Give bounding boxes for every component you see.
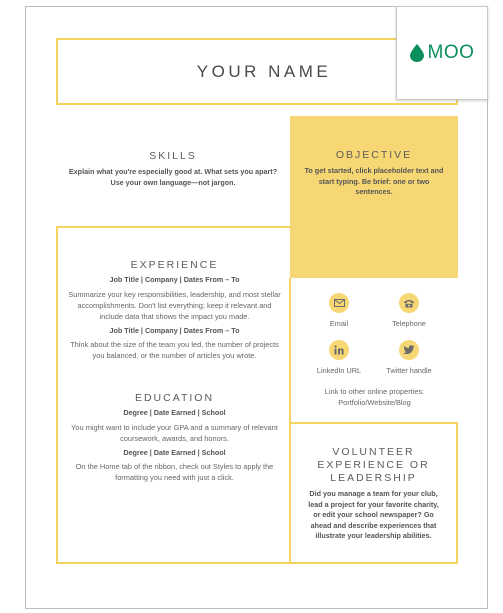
skills-title: SKILLS bbox=[149, 150, 197, 162]
telephone-icon bbox=[399, 293, 419, 313]
degree-heading[interactable]: Degree | Date Earned | School bbox=[123, 408, 226, 417]
skills-text[interactable]: Explain what you're especially good at. What sets you apart? Use your own language—not jargon. bbox=[68, 167, 278, 187]
email-label: Email bbox=[329, 319, 349, 328]
contact-telephone[interactable] bbox=[369, 293, 449, 328]
education-title: EDUCATION bbox=[134, 392, 215, 404]
job-heading[interactable]: Job Title | Company | Dates From – To bbox=[109, 275, 240, 284]
contact-linkedin[interactable] bbox=[299, 340, 379, 375]
experience-title: EXPERIENCE bbox=[130, 259, 219, 271]
volunteer-text[interactable]: Did you manage a team for your club, lead a project for your favorite charity, or edit your school newspaper? Go ahead and describe experiences that illustrate your leadership abilities. bbox=[308, 489, 439, 540]
volunteer-title-line: LEADERSHIP bbox=[330, 472, 417, 484]
job-heading[interactable]: Job Title | Company | Dates From – To bbox=[109, 325, 240, 335]
job-description[interactable]: Summarize your key responsibilities, leadership, and most stellar accomplishments. Don't list everything; keep it relevant and include data that shows the impact you made. bbox=[68, 289, 281, 321]
degree-heading[interactable]: Degree | Date Earned | School bbox=[123, 447, 226, 457]
volunteer-title bbox=[291, 446, 456, 485]
degree-description[interactable]: You might want to include your GPA and a summary of relevant coursework, awards, and honors. bbox=[71, 422, 278, 443]
contact-email[interactable] bbox=[299, 293, 379, 328]
moo-logo bbox=[396, 6, 488, 100]
objective-section bbox=[290, 116, 458, 278]
resume-name[interactable]: YOUR NAME bbox=[196, 61, 332, 81]
twitter-icon bbox=[399, 340, 419, 360]
job-description[interactable]: Think about the size of the team you led, the number of projects you balanced, or the number of articles you wrote. bbox=[70, 340, 279, 360]
twitter-label: Twitter handle bbox=[386, 366, 432, 375]
contact-twitter[interactable] bbox=[369, 340, 449, 375]
volunteer-title-line: VOLUNTEER bbox=[332, 446, 415, 458]
other-links-text[interactable]: Link to other online properties: Portfolio/Website/Blog bbox=[324, 387, 425, 407]
volunteer-title-line: EXPERIENCE OR bbox=[317, 459, 430, 471]
telephone-label: Telephone bbox=[392, 319, 426, 328]
objective-text[interactable]: To get started, click placeholder text and start typing. Be brief: one or two sentences. bbox=[304, 166, 444, 196]
experience-education-box bbox=[56, 226, 291, 564]
volunteer-section bbox=[289, 422, 458, 564]
linkedin-icon bbox=[329, 340, 349, 360]
degree-description[interactable]: On the Home tab of the ribbon, check out Styles to apply the formatting you need with just a click. bbox=[75, 462, 274, 482]
skills-section bbox=[62, 150, 284, 188]
logo-text: MOO bbox=[427, 42, 475, 63]
objective-title: OBJECTIVE bbox=[335, 149, 413, 161]
experience-section bbox=[68, 259, 281, 365]
envelope-icon bbox=[329, 293, 349, 313]
education-section bbox=[68, 392, 281, 487]
linkedin-label: LinkedIn URL bbox=[316, 366, 362, 375]
droplet-icon bbox=[410, 44, 424, 62]
